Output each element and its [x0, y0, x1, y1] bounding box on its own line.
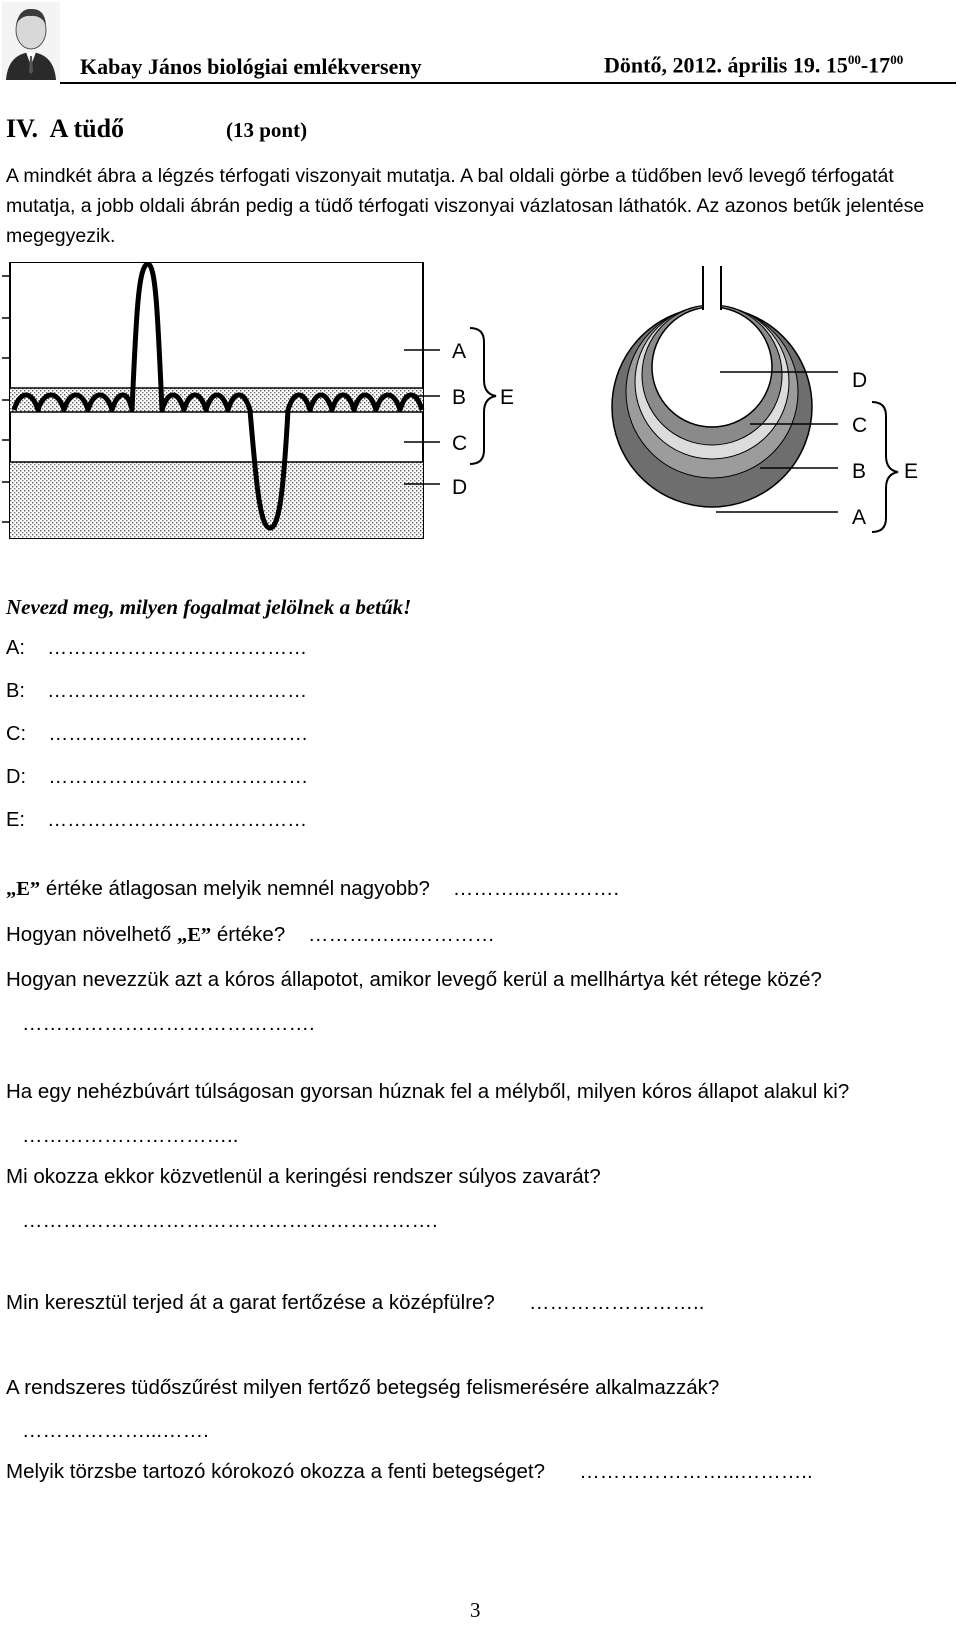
- right-label-c: C: [852, 414, 868, 437]
- lung-volume-figure: [600, 262, 960, 547]
- left-label-b: B: [452, 386, 467, 409]
- answer-a-blank[interactable]: …………………………………: [47, 637, 308, 659]
- question-6: Min keresztül terjed át a garat fertőzése a középfülre? ……………………..: [6, 1291, 705, 1314]
- question-3: Hogyan nevezzük azt a kóros állapotot, amikor levegő kerül a mellhártya két rétege közé?: [6, 968, 822, 991]
- left-label-e: E: [500, 386, 515, 409]
- question-4-blank[interactable]: …………………………..: [22, 1124, 239, 1147]
- competition-title: Kabay János biológiai emlékverseny: [80, 54, 422, 79]
- left-label-a: A: [452, 340, 467, 363]
- answer-b: B: …………………………………: [6, 680, 308, 702]
- question-7: A rendszeres tüdőszűrést milyen fertőző betegség felismerésére alkalmazzák?: [6, 1376, 720, 1399]
- question-6-blank[interactable]: ……………………..: [529, 1291, 705, 1314]
- section-points: (13 pont): [226, 118, 308, 142]
- answer-c: C: …………………………………: [6, 723, 309, 745]
- question-5: Mi okozza ekkor közvetlenül a keringési rendszer súlyos zavarát?: [6, 1165, 601, 1188]
- question-4: Ha egy nehézbúvárt túlságosan gyorsan húznak fel a mélyből, milyen kóros állapot alakul ki?: [6, 1080, 850, 1103]
- question-1-blank[interactable]: ………...………….: [452, 877, 620, 900]
- portrait-photo: [2, 2, 60, 80]
- answer-a: A: …………………………………: [6, 637, 308, 659]
- question-8: Melyik törzsbe tartozó kórokozó okozza a fenti betegséget? …………………...………..: [6, 1460, 813, 1483]
- question-7-blank[interactable]: ………………...…….: [22, 1419, 209, 1442]
- left-label-c: C: [452, 432, 468, 455]
- question-3-blank[interactable]: …………………………………….: [22, 1012, 315, 1035]
- section-title: IV. A tüdő: [6, 114, 125, 143]
- intro-text: A mindkét ábra a légzés térfogati viszonyait mutatja. A bal oldali görbe a tüdőben levő levegő térfogatát mutatja, a jobb oldali ábrán pedig a tüdő térfogati viszonyai vázlatosan láthatók. Az azonos betűk jelentése megegyezik.: [6, 165, 925, 247]
- exam-date: Döntő, 2012. április 19. $15^{00}-17^{00}$: [604, 52, 904, 78]
- page-number: 3: [470, 1598, 481, 1622]
- left-label-d: D: [452, 476, 468, 499]
- answer-d: D: …………………………………: [6, 766, 309, 788]
- answer-d-blank[interactable]: …………………………………: [48, 766, 309, 788]
- right-label-e: E: [904, 460, 919, 483]
- answer-c-blank[interactable]: …………………………………: [48, 723, 309, 745]
- answer-e-blank[interactable]: …………………………………: [47, 809, 308, 831]
- question-8-blank[interactable]: …………………...………..: [579, 1460, 813, 1483]
- task-instruction: Nevezd meg, milyen fogalmat jelölnek a betűk!: [6, 595, 412, 619]
- right-label-b: B: [852, 460, 867, 483]
- right-label-d: D: [852, 369, 868, 392]
- question-1: „E” értéke átlagosan melyik nemnél nagyobb? ………...………….: [6, 877, 620, 900]
- header-rule: [60, 82, 956, 84]
- question-5-blank[interactable]: …………………………………………………….: [22, 1209, 438, 1232]
- question-2: Hogyan növelhető „E” értéke? ……….…...…………: [6, 923, 495, 946]
- right-label-a: A: [852, 506, 867, 529]
- question-2-blank[interactable]: ……….…...…………: [308, 923, 495, 946]
- answer-e: E: …………………………………: [6, 809, 308, 831]
- spirogram-figure: [0, 262, 520, 562]
- answer-b-blank[interactable]: …………………………………: [47, 680, 308, 702]
